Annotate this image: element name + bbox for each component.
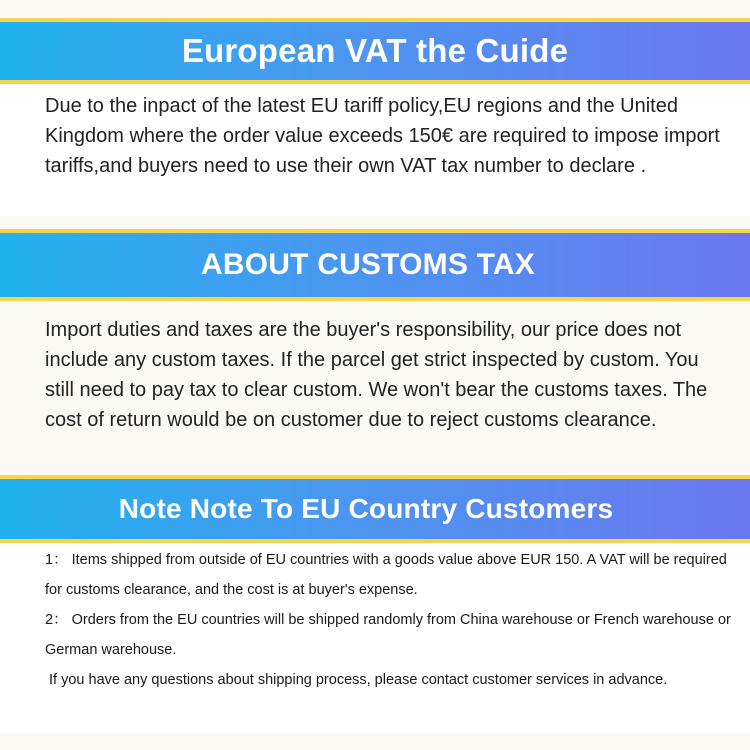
section-body-vat-guide: Due to the inpact of the latest EU tariff policy,EU regions and the United Kingdom where the order value exceeds 150€ are required to impose import tariffs,and buyers need to use their own VAT tax number to declare . <box>45 95 720 177</box>
section-title-vat-guide: European VAT the Cuide <box>181 32 569 69</box>
note-item-contact: If you have any questions about shipping process, please contact customer services in advance. <box>45 672 668 688</box>
section-title-customs-tax: ABOUT CUSTOMS TAX <box>201 248 535 281</box>
section-title-eu-customers: Note Note To EU Country Customers <box>118 493 614 524</box>
section-banner-vat-guide <box>0 18 750 84</box>
section-banner-eu-customers <box>0 475 750 543</box>
section-body-customs-tax: Import duties and taxes are the buyer's responsibility, our price does not include any custom taxes. If the parcel get strict inspected by custom. You still need to pay tax to clear custom. We won't bear the customs taxes. The cost of return would be on customer due to reject customs clearance. <box>45 319 708 431</box>
section-banner-customs-tax <box>0 229 750 301</box>
note-item-2: 2： Orders from the EU countries will be shipped randomly from China warehouse or French warehouse or German warehouse. <box>45 612 731 658</box>
note-item-1: 1： Items shipped from outside of EU countries with a goods value above EUR 150. A VAT will be required for customs clearance, and the cost is at buyer's expense. <box>45 552 727 598</box>
